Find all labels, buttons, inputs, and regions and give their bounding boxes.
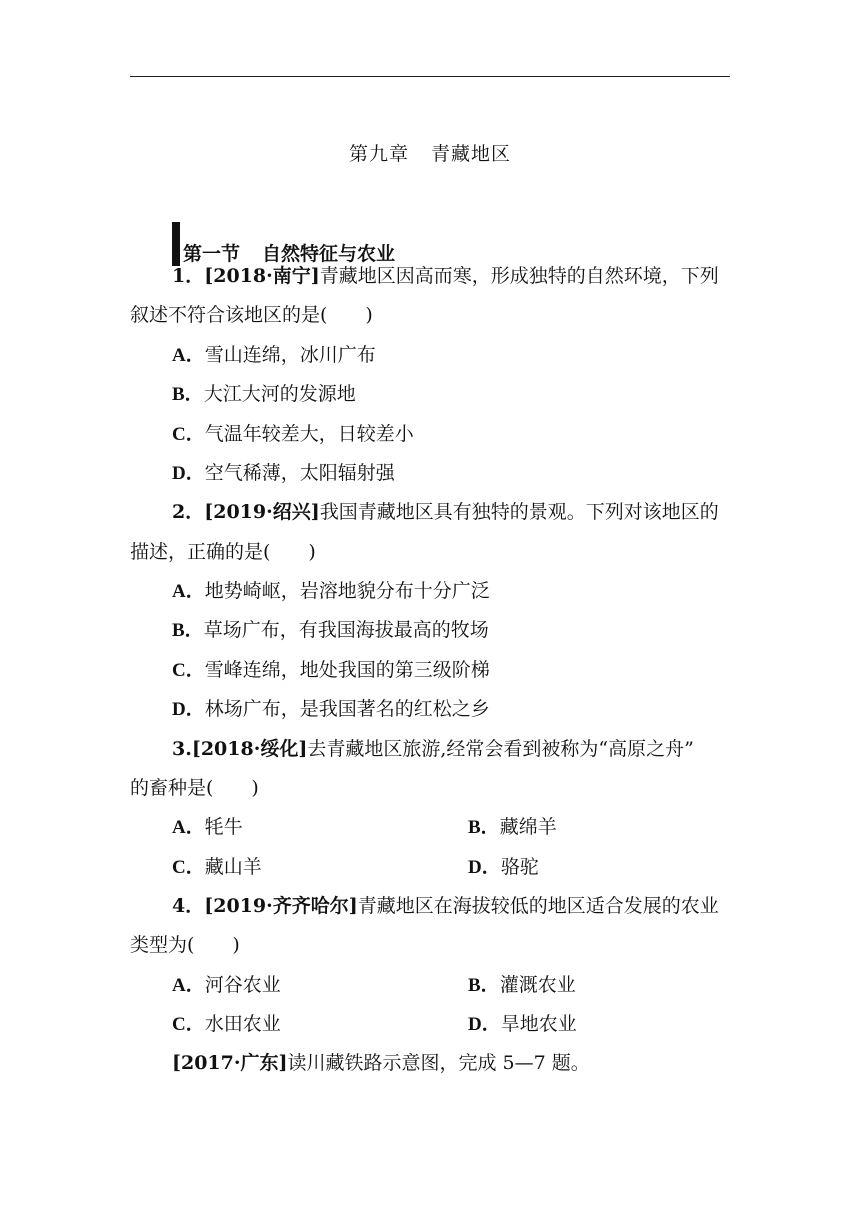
question-4-option-b: B．灌溉农业 (468, 974, 576, 996)
header-rule (130, 76, 730, 77)
question-2-option-d: D．林场广布，是我国著名的红松之乡 (172, 698, 490, 720)
question-1-option-a: A．雪山连绵，冰川广布 (172, 344, 376, 366)
question-2-stem: 2．[2019·绍兴]我国青藏地区具有独特的景观。下列对该地区的 (172, 501, 719, 523)
chapter-title: 青藏地区 (431, 143, 512, 165)
question-1-stem-cont: 叙述不符合该地区的是( ) (130, 304, 373, 326)
question-4-option-d: D．旱地农业 (468, 1013, 577, 1035)
chapter-heading (0, 139, 860, 166)
question-1-option-b: B．大江大河的发源地 (172, 383, 356, 405)
question-4-option-a: A．河谷农业 (172, 974, 281, 996)
question-2-option-c: C．雪峰连绵，地处我国的第三级阶梯 (172, 659, 490, 681)
chapter-number: 第九章 (348, 143, 409, 165)
question-3-option-a: A．牦牛 (172, 816, 243, 838)
question-source: [2019·绍兴] (204, 501, 320, 523)
question-4-stem-cont: 类型为( ) (130, 934, 240, 956)
question-1-option-d: D．空气稀薄，太阳辐射强 (172, 462, 395, 484)
question-2-option-a: A．地势崎岖，岩溶地貌分布十分广泛 (172, 580, 490, 602)
question-2-option-b: B．草场广布，有我国海拔最高的牧场 (172, 619, 489, 641)
section-heading (172, 222, 395, 266)
question-4-option-c: C．水田农业 (172, 1013, 281, 1035)
question-source: [2019·齐齐哈尔] (204, 895, 358, 917)
question-1-option-c: C．气温年较差大，日较差小 (172, 423, 414, 445)
question-3-stem: 3.[2018·绥化]去青藏地区旅游,经常会看到被称为“高原之舟” (172, 738, 694, 760)
section-title: 自然特征与农业 (262, 243, 396, 265)
question-2-stem-cont: 描述，正确的是( ) (130, 541, 316, 563)
question-3-stem-cont: 的畜种是( ) (130, 777, 259, 799)
question-4-stem: 4．[2019·齐齐哈尔]青藏地区在海拔较低的地区适合发展的农业 (172, 895, 719, 917)
question-source: [2018·绥化] (191, 738, 308, 760)
question-3-option-d: D．骆驼 (468, 856, 539, 878)
question-3-option-c: C．藏山羊 (172, 856, 262, 878)
question-1-stem: 1．[2018·南宁]青藏地区因高而寒，形成独特的自然环境，下列 (172, 265, 719, 287)
section-number: 第一节 (183, 243, 241, 265)
question-group-lead: [2017·广东]读川藏铁路示意图，完成 5—7 题。 (172, 1052, 590, 1074)
question-source: [2017·广东] (172, 1052, 288, 1074)
question-3-option-b: B．藏绵羊 (468, 816, 557, 838)
question-source: [2018·南宁] (204, 265, 320, 287)
section-marker-bar (172, 222, 180, 266)
